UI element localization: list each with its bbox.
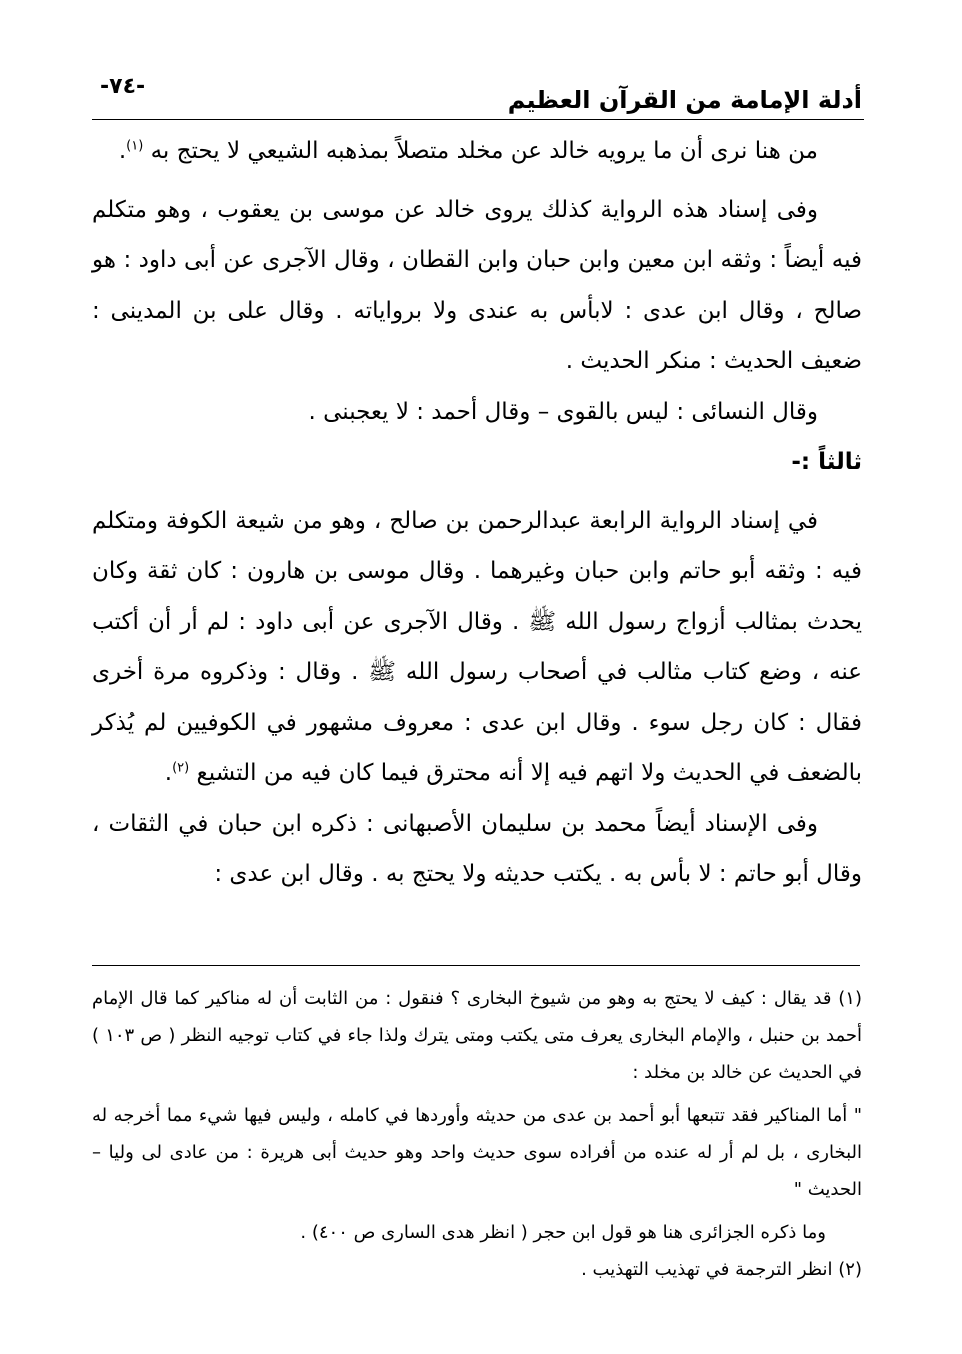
footnote-ref-2: (٢): [172, 760, 190, 776]
paragraph-4: [92, 496, 862, 799]
footnote-2: (٢) انظر الترجمة في تهذيب التهذيب .: [581, 1259, 862, 1280]
footnote-rule: [92, 965, 860, 966]
footnote-1-quote: " أما المناكير فقد تتبعها أبو أحمد بن عدى من حديثه وأوردها في كامله ، وليس فيها شيء مما أخرجه له البخارى ، بل لم أر له عنده من أفراده سوى حديث واحد وهو حديث أبى هريرة : من عادى لى وليا – الحديث ": [92, 1105, 862, 1200]
footnote-1-note: وما ذكره الجزائرى هنا هو قول ابن حجر ( انظر هدى السارى ص ٤٠٠) .: [300, 1222, 826, 1243]
paragraph-3: وقال النسائى : ليس بالقوى – وقال أحمد : لا يعجبنى .: [308, 398, 818, 425]
body-text: [92, 126, 862, 900]
paragraph-4-end: .: [164, 760, 173, 786]
running-title: أدلة الإمامة من القرآن العظيم: [507, 86, 862, 114]
footnotes: [92, 980, 862, 1288]
paragraph-2: وفى إسناد هذه الرواية كذلك يروى خالد عن موسى بن يعقوب ، وهو متكلم فيه أيضاً : وثقه ابن معين وابن حبان وابن القطان ، وقال الآجرى عن أبى داود : هو صالح ، وقال ابن عدى : لابأس به عندى ولا برواياته . وقال على بن المدينى : ضعيف الحديث : منكر الحديث .: [92, 196, 862, 374]
header-rule: [92, 119, 864, 120]
paragraph-1-text: من هنا نرى أن ما يرويه خالد عن مخلد متصلاً بمذهبه الشيعي لا يحتج به: [150, 138, 818, 164]
paragraph-1: [92, 126, 862, 177]
page-number: -٧٤-: [100, 74, 146, 99]
footnote-1: (١) قد يقال : كيف لا يحتج به وهو من شيوخ البخارى ؟ فنقول : من الثابت أن له مناكير كما قال الإمام أحمد بن حنبل ، والإمام البخارى يعرف متى يكتب ومتى يترك ولذا جاء في كتاب توجيه النظر ( ص ١٠٣ ) في الحديث عن خالد بن مخلد :: [92, 988, 863, 1083]
section-heading: ثالثاً :-: [791, 449, 862, 475]
paragraph-4-text: في إسناد الرواية الرابعة عبدالرحمن بن صالح ، وهو من شيعة الكوفة ومتكلم فيه : وثقه أبو حاتم وابن حبان وغيرهما . وقال موسى بن هارون : كان ثقة وكان يحدث بمثالب أزواج رسول الله ﷺ . وقال الآجرى عن أبى داود : لم أر أن أكتب عنه ، وضع كتاب مثالب في أصحاب رسول الله ﷺ . وقال : وذكروه مرة أخرى فقال : كان رجل سوء . وقال ابن عدى : معروف مشهور في الكوفيين لم يُذكر بالضعف في الحديث ولا اتهم فيه إلا أنه محترق فيما كان فيه من التشيع: [92, 507, 862, 786]
paragraph-1-end: .: [118, 138, 127, 164]
paragraph-5: وفى الإسناد أيضاً محمد بن سليمان الأصبهانى : ذكره ابن حبان في الثقات ، وقال أبو حاتم : لا بأس به . يكتب حديثه ولا يحتج به . وقال ابن عدى :: [92, 810, 862, 887]
footnote-ref-1: (١): [126, 138, 144, 154]
